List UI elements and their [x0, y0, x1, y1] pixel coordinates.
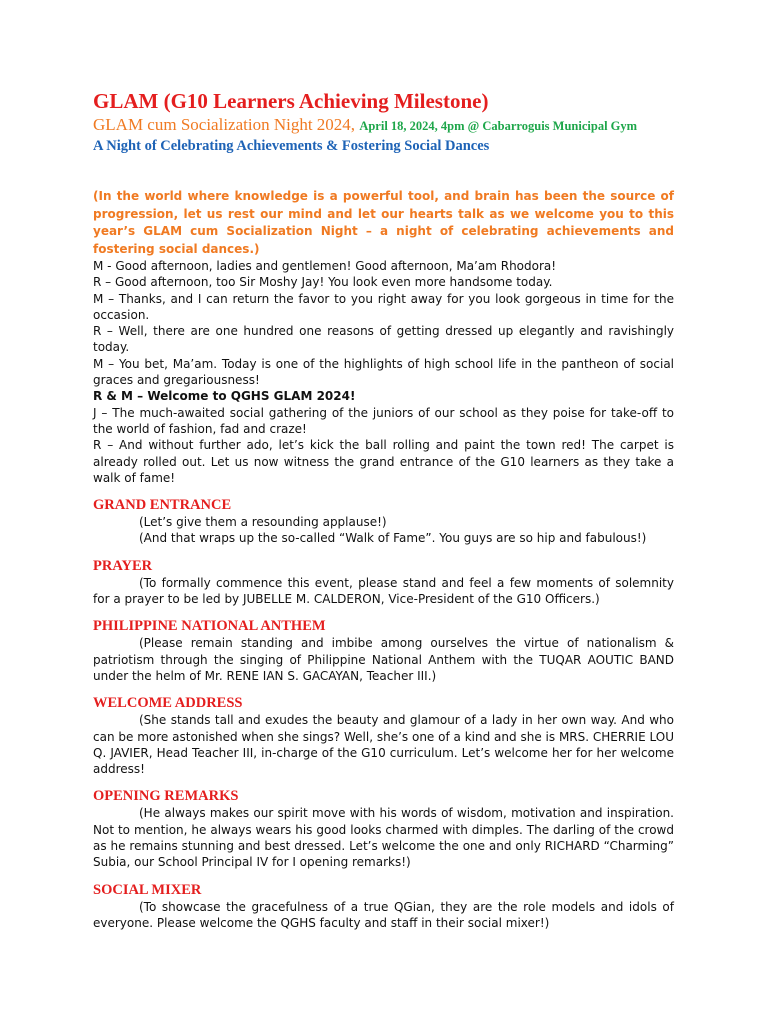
section-social-mixer	[93, 881, 674, 932]
program-script-page	[93, 88, 674, 931]
section-heading: PHILIPPINE NATIONAL ANTHEM	[93, 618, 326, 635]
section-heading: OPENING REMARKS	[93, 788, 239, 805]
section-text: (She stands tall and exudes the beauty and glamour of a lady in her own way. And who can be more astonished when she sings? Well, she’s one of a kind and she is MRS. CHERRIE LOU Q. JAVIER, Head Teacher III, in-charge of the G10 curriculum. Let’s welcome her for her welcome address!	[93, 713, 674, 777]
dialogue-line: J – The much-awaited social gathering of the juniors of our school as they poise for take-off to the world of fashion, fad and craze!	[93, 405, 674, 436]
section-text: (To formally commence this event, please stand and feel a few moments of solemnity for a prayer to be led by JUBELLE M. CALDERON, Vice-President of the G10 Officers.)	[93, 575, 674, 607]
dialogue-line: M - Good afternoon, ladies and gentlemen! Good afternoon, Ma’am Rhodora!	[93, 259, 557, 273]
section-text: (Let’s give them a resounding applause!)	[139, 515, 387, 530]
section-grand-entrance	[93, 496, 674, 547]
section-prayer	[93, 557, 674, 608]
event-name: GLAM cum Socialization Night 2024,	[93, 115, 356, 134]
section-text: (To showcase the gracefulness of a true QGian, they are the role models and idols of everyone. Please welcome the QGHS faculty and staff in their social mixer!)	[93, 899, 674, 930]
dialogue-line-welcome: R & M – Welcome to QGHS GLAM 2024!	[93, 389, 356, 404]
event-details: April 18, 2024, 4pm @ Cabarroguis Municipal Gym	[359, 119, 638, 133]
section-text: (Please remain standing and imbibe among ourselves the virtue of nationalism & patriotism through the singing of Philippine National Anthem with the TUQAR AOUTIC BAND under the helm of Mr. RENE IAN S. GACAYAN, Teacher III.)	[93, 636, 674, 683]
section-heading: GRAND ENTRANCE	[93, 497, 232, 514]
section-heading: SOCIAL MIXER	[93, 881, 202, 898]
dialogue-line: M – You bet, Ma’am. Today is one of the highlights of high school life in the pantheon of social graces and gregariousness!	[93, 356, 674, 388]
event-tagline: A Night of Celebrating Achievements & Fostering Social Dances	[93, 138, 490, 154]
document-title: GLAM (G10 Learners Achieving Milestone)	[93, 89, 489, 113]
section-heading: PRAYER	[93, 557, 153, 574]
section-text: (And that wraps up the so-called “Walk of Fame”. You guys are so hip and fabulous!)	[139, 531, 647, 546]
dialogue-line: R – Well, there are one hundred one reasons of getting dressed up elegantly and ravishingly today.	[93, 324, 674, 355]
intro-paragraph: (In the world where knowledge is a powerful tool, and brain has been the source of progression, let us rest our mind and let our hearts talk as we welcome you to this year’s GLAM cum Socialization Night – a night of celebrating achievements and fostering social dances.)	[93, 189, 674, 256]
section-opening-remarks	[93, 787, 674, 870]
section-national-anthem	[93, 617, 674, 684]
section-heading: WELCOME ADDRESS	[93, 695, 243, 712]
dialogue-block	[93, 258, 674, 486]
section-welcome-address	[93, 694, 674, 777]
dialogue-line: R – And without further ado, let’s kick the ball rolling and paint the town red! The carpet is already rolled out. Let us now witness the grand entrance of the G10 learners as they take a walk of fame!	[93, 438, 674, 485]
section-text: (He always makes our spirit move with his words of wisdom, motivation and inspiration. Not to mention, he always wears his good looks charmed with dimples. The darling of the crowd as he remains stunning and best dressed. Let’s welcome the one and only RICHARD “Charming” Subia, our School Principal IV for I opening remarks!)	[93, 806, 674, 870]
event-line	[93, 114, 674, 137]
dialogue-line: M – Thanks, and I can return the favor to you right away for you look gorgeous in time for the occasion.	[93, 291, 674, 322]
dialogue-line: R – Good afternoon, too Sir Moshy Jay! You look even more handsome today.	[93, 275, 553, 290]
